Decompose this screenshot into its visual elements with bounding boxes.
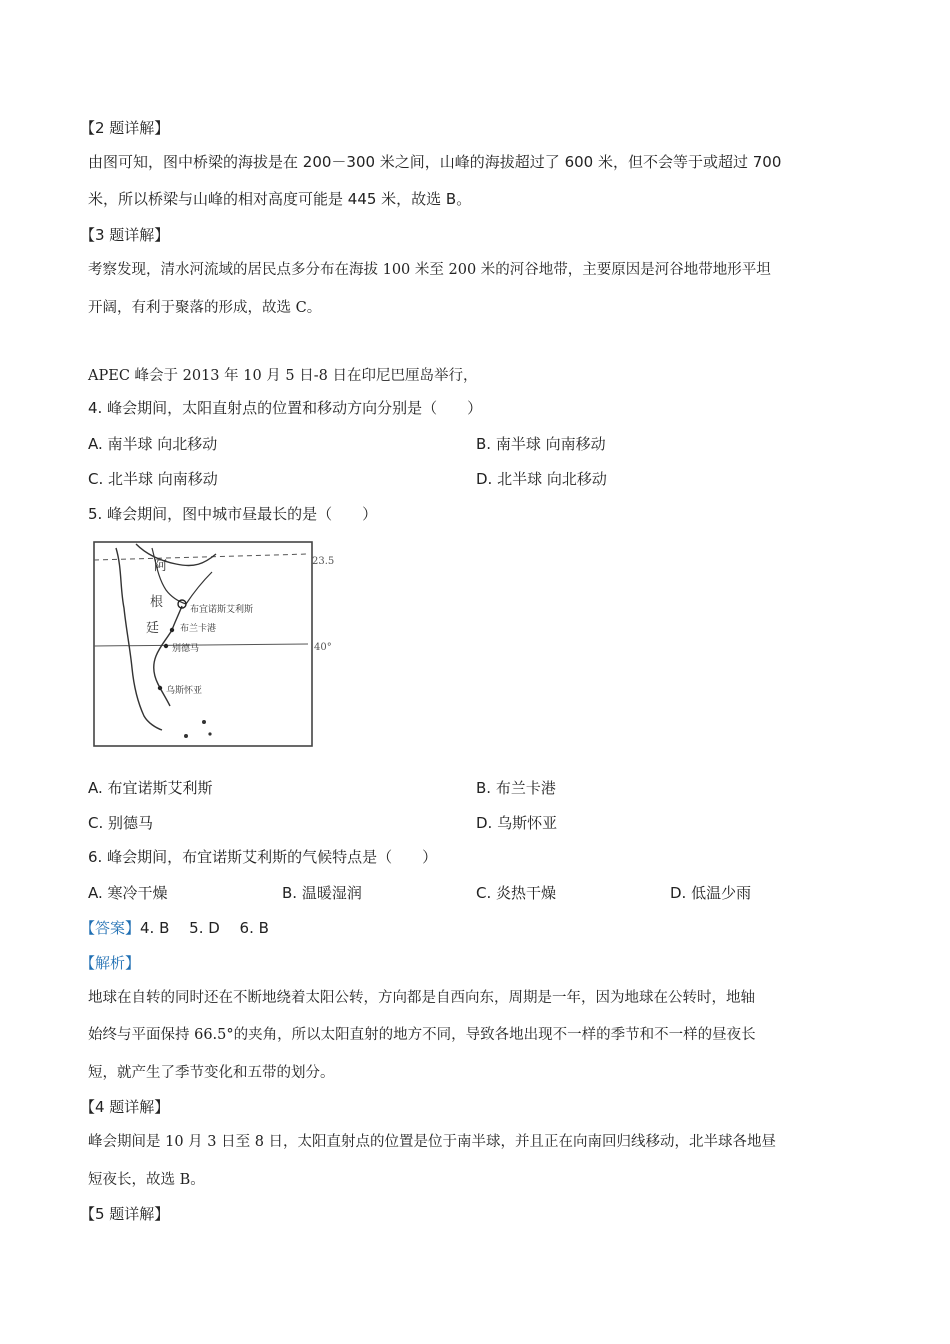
island-dot: [208, 732, 211, 735]
city-label-ushuaia: 乌斯怀亚: [166, 686, 203, 696]
q6-option-b: B. 温暖湿润: [282, 884, 362, 902]
answer-line: [80, 918, 269, 938]
section-head-q5: 【5 题详解】: [80, 1205, 170, 1223]
q6-option-c: C. 炎热干燥: [476, 884, 557, 902]
city-marker-bahia-blanca: [170, 628, 174, 632]
q5-option-b: B. 布兰卡港: [476, 779, 556, 797]
answer-label: 【答案】: [80, 919, 141, 937]
q4-option-c: C. 北半球 向南移动: [88, 470, 218, 488]
q5-option-a: A. 布宜诺斯艾利斯: [88, 779, 213, 797]
argentina-map: [86, 538, 346, 750]
country-char-3: 廷: [146, 621, 160, 636]
paragraph-q2-line1: 由图可知，图中桥梁的海拔是在 200－300 米之间，山峰的海拔超过了 600 米，但不会等于或超过 700: [88, 153, 782, 171]
paragraph-q3-line1: 考察发现，清水河流域的居民点多分布在海拔 100 米至 200 米的河谷地带，主要原因是河谷地带地形平坦: [88, 262, 771, 278]
island-dot: [184, 734, 188, 738]
analysis-line1: 地球在自转的同时还在不断地绕着太阳公转，方向都是自西向东，周期是一年，因为地球在公转时，地轴: [88, 990, 755, 1006]
answer-text: 4. B 5. D 6. B: [140, 919, 269, 937]
question-5: 5. 峰会期间，图中城市昼最长的是（ ）: [88, 505, 378, 523]
q4-option-a: A. 南半球 向北移动: [88, 435, 218, 453]
intro-text: APEC 峰会于 2013 年 10 月 5 日-8 日在印尼巴厘岛举行，: [88, 368, 478, 384]
city-marker-ushuaia: [158, 686, 162, 690]
q6-option-a: A. 寒冷干燥: [88, 884, 168, 902]
q6-option-d: D. 低温少雨: [670, 884, 752, 902]
country-char-1: 阿: [154, 559, 168, 574]
analysis-line3: 短，就产生了季节变化和五带的划分。: [88, 1065, 335, 1081]
question-4: 4. 峰会期间，太阳直射点的位置和移动方向分别是（ ）: [88, 399, 483, 417]
section-head-q2: 【2 题详解】: [80, 119, 170, 137]
q4-option-b: B. 南半球 向南移动: [476, 435, 606, 453]
city-label-viedma: 别德马: [172, 644, 200, 654]
question-6: 6. 峰会期间，布宜诺斯艾利斯的气候特点是（ ）: [88, 848, 438, 866]
q4-detail-line2: 短夜长，故选 B。: [88, 1172, 205, 1188]
paragraph-q2-line2: 米，所以桥梁与山峰的相对高度可能是 445 米，故选 B。: [88, 190, 472, 208]
q4-detail-line1: 峰会期间是 10 月 3 日至 8 日，太阳直射点的位置是位于南半球，并且正在向南回归线移动，北半球各地昼: [88, 1134, 777, 1150]
section-head-q3: 【3 题详解】: [80, 226, 170, 244]
analysis-label: 【解析】: [80, 954, 141, 972]
country-char-2: 根: [150, 595, 164, 610]
q5-option-d: D. 乌斯怀亚: [476, 814, 558, 832]
analysis-line2: 始终与平面保持 66.5°的夹角，所以太阳直射的地方不同，导致各地出现不一样的季节和不一样的昼夜长: [88, 1027, 756, 1043]
lat-label-mid: 40°: [314, 642, 332, 653]
island-dot: [202, 720, 206, 724]
section-head-q4: 【4 题详解】: [80, 1098, 170, 1116]
q5-option-c: C. 别德马: [88, 814, 154, 832]
city-label-buenos-aires: 布宜诺斯艾利斯: [190, 605, 254, 615]
city-marker-viedma: [164, 644, 168, 648]
paragraph-q3-line2: 开阔，有利于聚落的形成，故选 C。: [88, 300, 322, 316]
lat-label-top: 23.5: [312, 556, 335, 567]
city-label-bahia-blanca: 布兰卡港: [180, 624, 217, 634]
q4-option-d: D. 北半球 向北移动: [476, 470, 607, 488]
